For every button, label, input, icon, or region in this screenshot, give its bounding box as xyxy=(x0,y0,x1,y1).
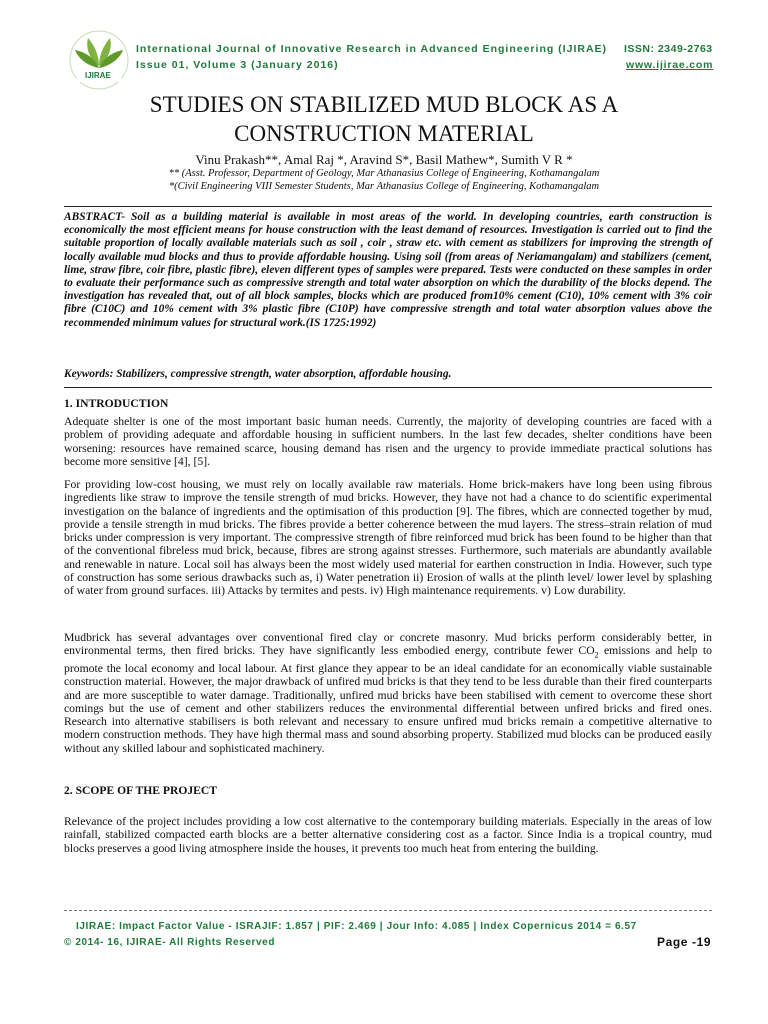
intro-paragraph-2: For providing low-cost housing, we must rely on locally available raw materials. Home brick-makers have long been using fibrous ingredients like straw to improve the tensile strength of mud bricks. However, they have not had a chance to do scientific experimental investigation on the balance of ingredients and the optimisation of this production [9]. The fibres, which are connected together by mud, provide a tensile strength in mud bricks. The fibres provide a better coherence between the mud layers. The stress–strain relation of mud bricks under compression is very important. The compressive strength of fibre reinforced mud brick has been found to be higher than that of the conventional fibreless mud brick, because, fibres are strong against stresses. Furthermore, such materials are abundantly available and renewable in nature. Local soil has always been the most widely used material for earthen construction in India. However, such type of construction has some serious drawbacks such as, i) Water penetration ii) Erosion of walls at the plinth level/ lower level by splashing of water from ground surfaces. iii) Attacks by termites and pests. iv) High maintenance requirements. v) Low durability. xyxy=(64,478,712,598)
paper-title xyxy=(60,90,708,148)
page-number: Page -19 xyxy=(657,935,712,949)
footer-copyright: © 2014- 16, IJIRAE- All Rights Reserved xyxy=(64,937,276,948)
scope-paragraph-1: Relevance of the project includes providing a low cost alternative to the contemporary building materials. Especially in the areas of low rainfall, stabilized compacted earth blocks are a better alternative considering cost as a factor. Since India is a tropical country, mud blocks preserves a good living atmosphere inside the houses, it prevents too much heat from entering the building. xyxy=(64,815,712,855)
affiliation-1: ** (Asst. Professor, Department of Geology, Mar Athanasius College of Engineering, Kothamangalam xyxy=(168,168,600,179)
journal-issn: ISSN: 2349-2763 xyxy=(624,43,713,55)
affiliation-2: *(Civil Engineering VIII Semester Students, Mar Athanasius College of Engineering, Kothamangalam xyxy=(168,181,600,192)
footer-divider xyxy=(64,910,712,911)
journal-issue: Issue 01, Volume 3 (January 2016) xyxy=(136,59,339,71)
intro-paragraph-1: Adequate shelter is one of the most important basic human needs. Currently, the majority of developing countries are faced with a problem of providing adequate and affordable housing in sufficient numbers. In the last few decades, shelter conditions have been worsening: resources have remained scarce, housing demand has risen and the urgency to provide immediate practical solutions has become more sensitive [4], [5]. xyxy=(64,415,712,468)
section-heading-scope: 2. SCOPE OF THE PROJECT xyxy=(64,784,217,797)
divider-bottom xyxy=(64,387,712,388)
abstract: ABSTRACT- Soil as a building material is available in most areas of the world. In developing countries, earth construction is economically the most efficient means for house construction with the least demand of resources. Investigation is carried out to find the suitable proportion of locally available materials such as soil , coir , straw etc. with cement as stabilizers for improving the strength of locally available mud blocks and thus to provide affordable housing. Using soil (from areas of Neriamangalam) and stabilizers (cement, lime, straw fibre, coir fibre, plastic fibre), eleven different types of samples were prepared. Tests were conducted on these samples in order to evaluate their performance such as compressive strength and total water absorption on which the durability of the blocks depend. The investigation has revealed that, out of all block samples, blocks which are produced from10% cement (C10), 10% cement with 3% coir fibre (C10C) and 10% cement with 3% plastic fibre (C10P) have compressive strength and total water absorption values above the recommended minimum values for structural work.(IS 1725:1992) xyxy=(64,211,712,329)
journal-name: International Journal of Innovative Research in Advanced Engineering (IJIRAE) xyxy=(136,43,608,55)
divider-top xyxy=(64,206,712,207)
paper-authors: Vinu Prakash**, Amal Raj *, Aravind S*, Basil Mathew*, Sumith V R * xyxy=(195,152,573,167)
co2-subscript: 2 xyxy=(594,650,599,660)
intro-paragraph-3 xyxy=(64,631,712,755)
title-line-1: STUDIES ON STABILIZED MUD BLOCK AS A xyxy=(149,92,619,117)
keywords: Keywords: Stabilizers, compressive strength, water absorption, affordable housing. xyxy=(64,368,452,380)
journal-logo xyxy=(69,30,129,90)
intro-p3-part-b: emissions and help to promote the local economy and local labour. At first glance they appear to be an ideal candidate for an economically viable sustainable construction material. However, the major drawback of unfired mud bricks is that they tend to be less durable than their fired counterparts and are more susceptible to water damage. Traditionally, unfired mud bricks have been stabilised with cement to overcome these short comings but the use of cement and other stabilizers reduces the environmental differential between unfired bricks and fired ones. Research into alternative stabilisers is both relevant and necessary to ensure unfired mud bricks remain a competitive alternative to modern construction methods. They have high thermal mass and sound absorbing property. Stabilized mud blocks can be produced easily without any skilled labour and sophisticated machinery. xyxy=(64,644,712,755)
logo-text: IJIRAE xyxy=(85,71,111,80)
intro-p3-part-a: Mudbrick has several advantages over conventional fired clay or concrete masonry. Mud bricks perform considerably better, in environmental terms, then fired bricks. They have significantly less embodied energy, contribute fewer CO xyxy=(64,631,712,658)
journal-url-link[interactable]: www.ijirae.com xyxy=(626,59,714,71)
title-line-2: CONSTRUCTION MATERIAL xyxy=(234,121,534,146)
section-heading-introduction: 1. INTRODUCTION xyxy=(64,397,169,410)
footer-metrics: IJIRAE: Impact Factor Value - ISRAJIF: 1.857 | PIF: 2.469 | Jour Info: 4.085 | Index Copernicus 2014 = 6.57 xyxy=(76,921,637,932)
